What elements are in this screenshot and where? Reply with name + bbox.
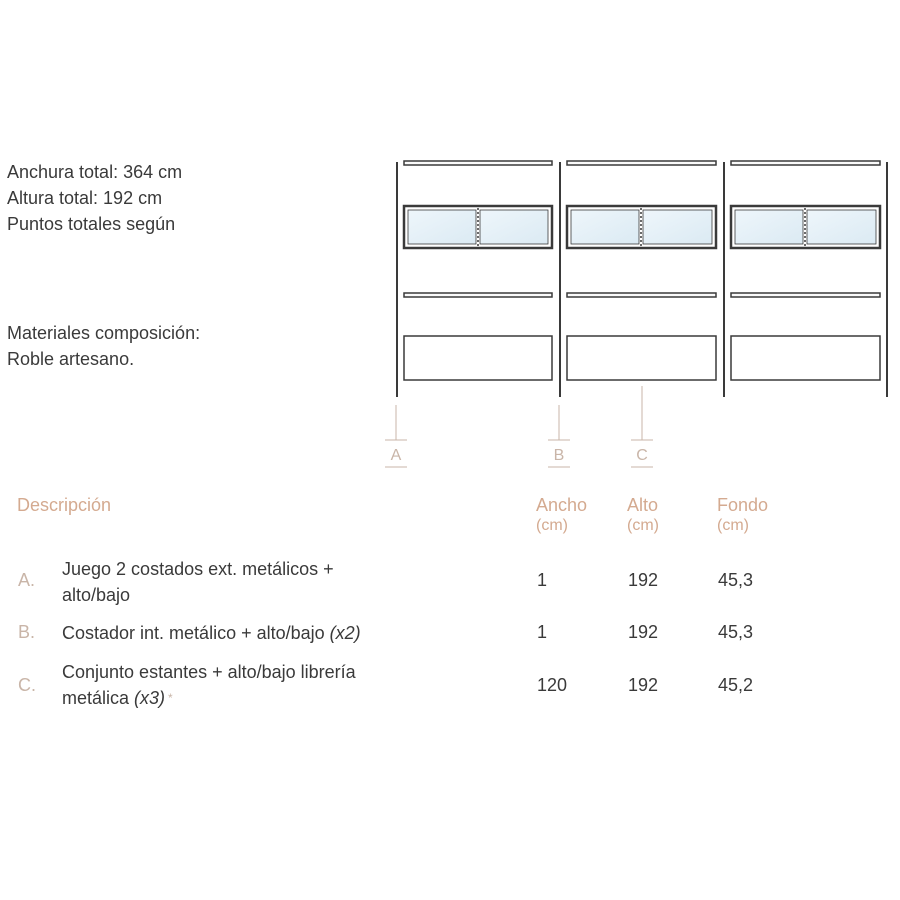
row-alto: 192 (628, 675, 659, 695)
row-ancho: 1 (537, 622, 548, 642)
row-ancho: 120 (537, 675, 568, 695)
total-height: Altura total: 192 cm (7, 188, 163, 208)
row-letter: A. (18, 570, 36, 590)
callout-label-a: A (390, 447, 402, 464)
row-alto: 192 (628, 570, 659, 590)
header-fondo-unit: (cm) (717, 517, 749, 534)
row-description: Juego 2 costados ext. metálicos + alto/bajo (62, 559, 334, 605)
materials-info (7, 320, 200, 372)
header-fondo: Fondo (cm) (717, 495, 769, 534)
shelf-3 (731, 293, 880, 297)
drawer-1 (404, 336, 552, 380)
top-bar-1 (404, 161, 552, 165)
header-alto-unit: (cm) (627, 517, 659, 534)
materials-title: Materiales composición: (7, 323, 201, 343)
shelving-diagram (380, 150, 895, 470)
header-ancho: Ancho (cm) (536, 495, 588, 534)
shelf-1 (404, 293, 552, 297)
glass-cabinet-3 (731, 206, 880, 248)
row-ancho: 1 (537, 570, 548, 590)
header-ancho-unit: (cm) (536, 517, 568, 534)
composition-summary (7, 159, 182, 237)
glass-cabinet-2 (567, 206, 716, 248)
row-description: Costador int. metálico + alto/bajo (x2) (62, 623, 361, 643)
glass-cabinet-1 (404, 206, 552, 248)
row-letter: B. (18, 622, 36, 642)
callout-label-c: C (636, 447, 648, 464)
row-letter: C. (18, 675, 36, 695)
row-description: Conjunto estantes + alto/bajo librería metálica (x3) * (62, 662, 356, 708)
shelf-2 (567, 293, 716, 297)
header-description: Descripción (17, 495, 112, 515)
row-fondo: 45,3 (718, 622, 754, 642)
top-bar-2 (567, 161, 716, 165)
row-fondo: 45,2 (718, 675, 754, 695)
materials-value: Roble artesano. (7, 349, 135, 369)
drawer-3 (731, 336, 880, 380)
header-alto: Alto (cm) (627, 495, 659, 534)
footnote-asterisk: * (168, 691, 173, 705)
callout-label-b: B (553, 447, 565, 464)
row-fondo: 45,3 (718, 570, 754, 590)
row-alto: 192 (628, 622, 659, 642)
total-points: Puntos totales según (7, 214, 176, 234)
top-bar-3 (731, 161, 880, 165)
drawer-2 (567, 336, 716, 380)
total-width: Anchura total: 364 cm (7, 162, 183, 182)
